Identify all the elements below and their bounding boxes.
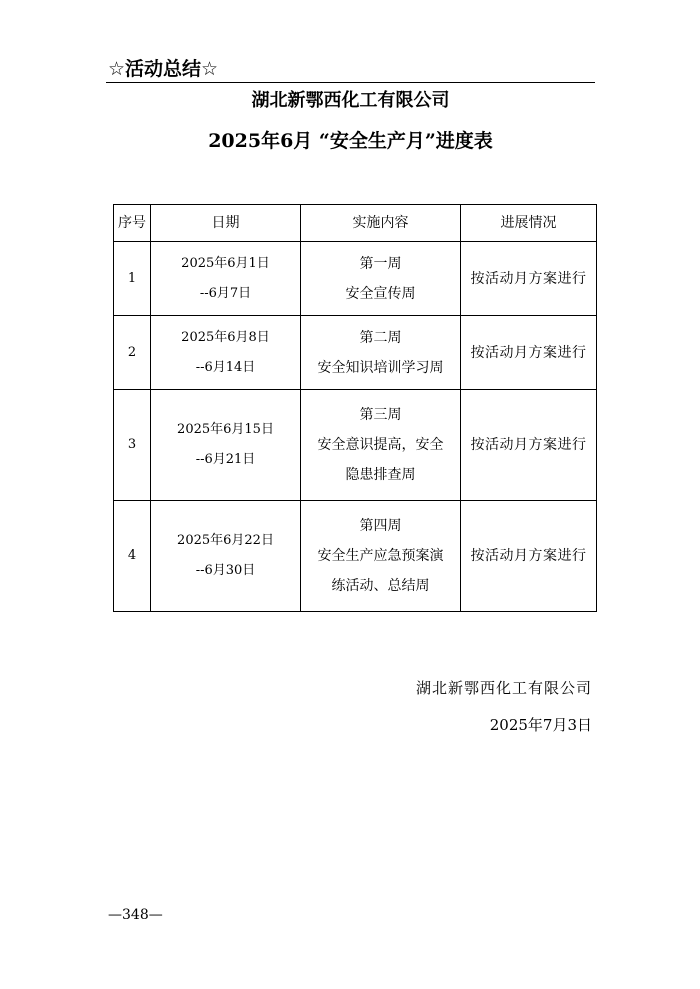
header-date: 日期 [151,205,301,242]
header-status: 进展情况 [461,205,597,242]
date-end: --6月14日 [195,359,256,375]
page-number: —348— [108,907,163,923]
header-divider [106,82,595,83]
document-title-schedule: 2025年6月 “安全生产月”进度表 [208,130,493,152]
table-row [114,501,597,612]
content-theme-cont: 练活动、总结周 [331,578,430,594]
signature-company: 湖北新鄂西化工有限公司 [415,679,592,697]
progress-table [113,204,597,612]
content-week: 第四周 [359,518,402,534]
row-index: 4 [114,501,151,612]
row-index: 1 [114,242,151,316]
date-start: 2025年6月22日 [177,533,274,548]
header-index: 序号 [114,205,151,242]
row-content [301,390,461,501]
content-theme: 安全意识提高，安全 [317,437,444,453]
table-row [114,316,597,390]
date-end: --6月21日 [195,452,256,467]
date-start: 2025年6月1日 [181,255,270,271]
content-theme-cont: 隐患排查周 [345,467,416,483]
content-week: 第一周 [359,255,402,272]
row-content [301,316,461,390]
content-theme: 安全生产应急预案演 [317,548,444,564]
row-status: 按活动月方案进行 [461,390,597,501]
date-start: 2025年6月15日 [177,422,274,437]
row-index: 3 [114,390,151,501]
table-row [114,242,597,316]
content-theme: 安全知识培训学习周 [317,359,444,376]
row-status: 按活动月方案进行 [461,316,597,390]
table-row [114,390,597,501]
section-tag: ☆活动总结☆ [108,58,219,80]
content-week: 第二周 [359,329,402,346]
date-start: 2025年6月8日 [181,329,270,345]
date-end: --6月7日 [199,285,252,301]
row-content [301,242,461,316]
table-header-row [114,205,597,242]
document-title-company: 湖北新鄂西化工有限公司 [251,90,450,111]
header-content: 实施内容 [301,205,461,242]
row-date [151,390,301,501]
row-status: 按活动月方案进行 [461,501,597,612]
row-date [151,316,301,390]
content-week: 第三周 [359,407,402,423]
row-date [151,242,301,316]
date-end: --6月30日 [195,563,256,578]
row-content [301,501,461,612]
row-status: 按活动月方案进行 [461,242,597,316]
row-date [151,501,301,612]
row-index: 2 [114,316,151,390]
signature-date: 2025年7月3日 [489,716,592,734]
content-theme: 安全宣传周 [345,285,416,302]
